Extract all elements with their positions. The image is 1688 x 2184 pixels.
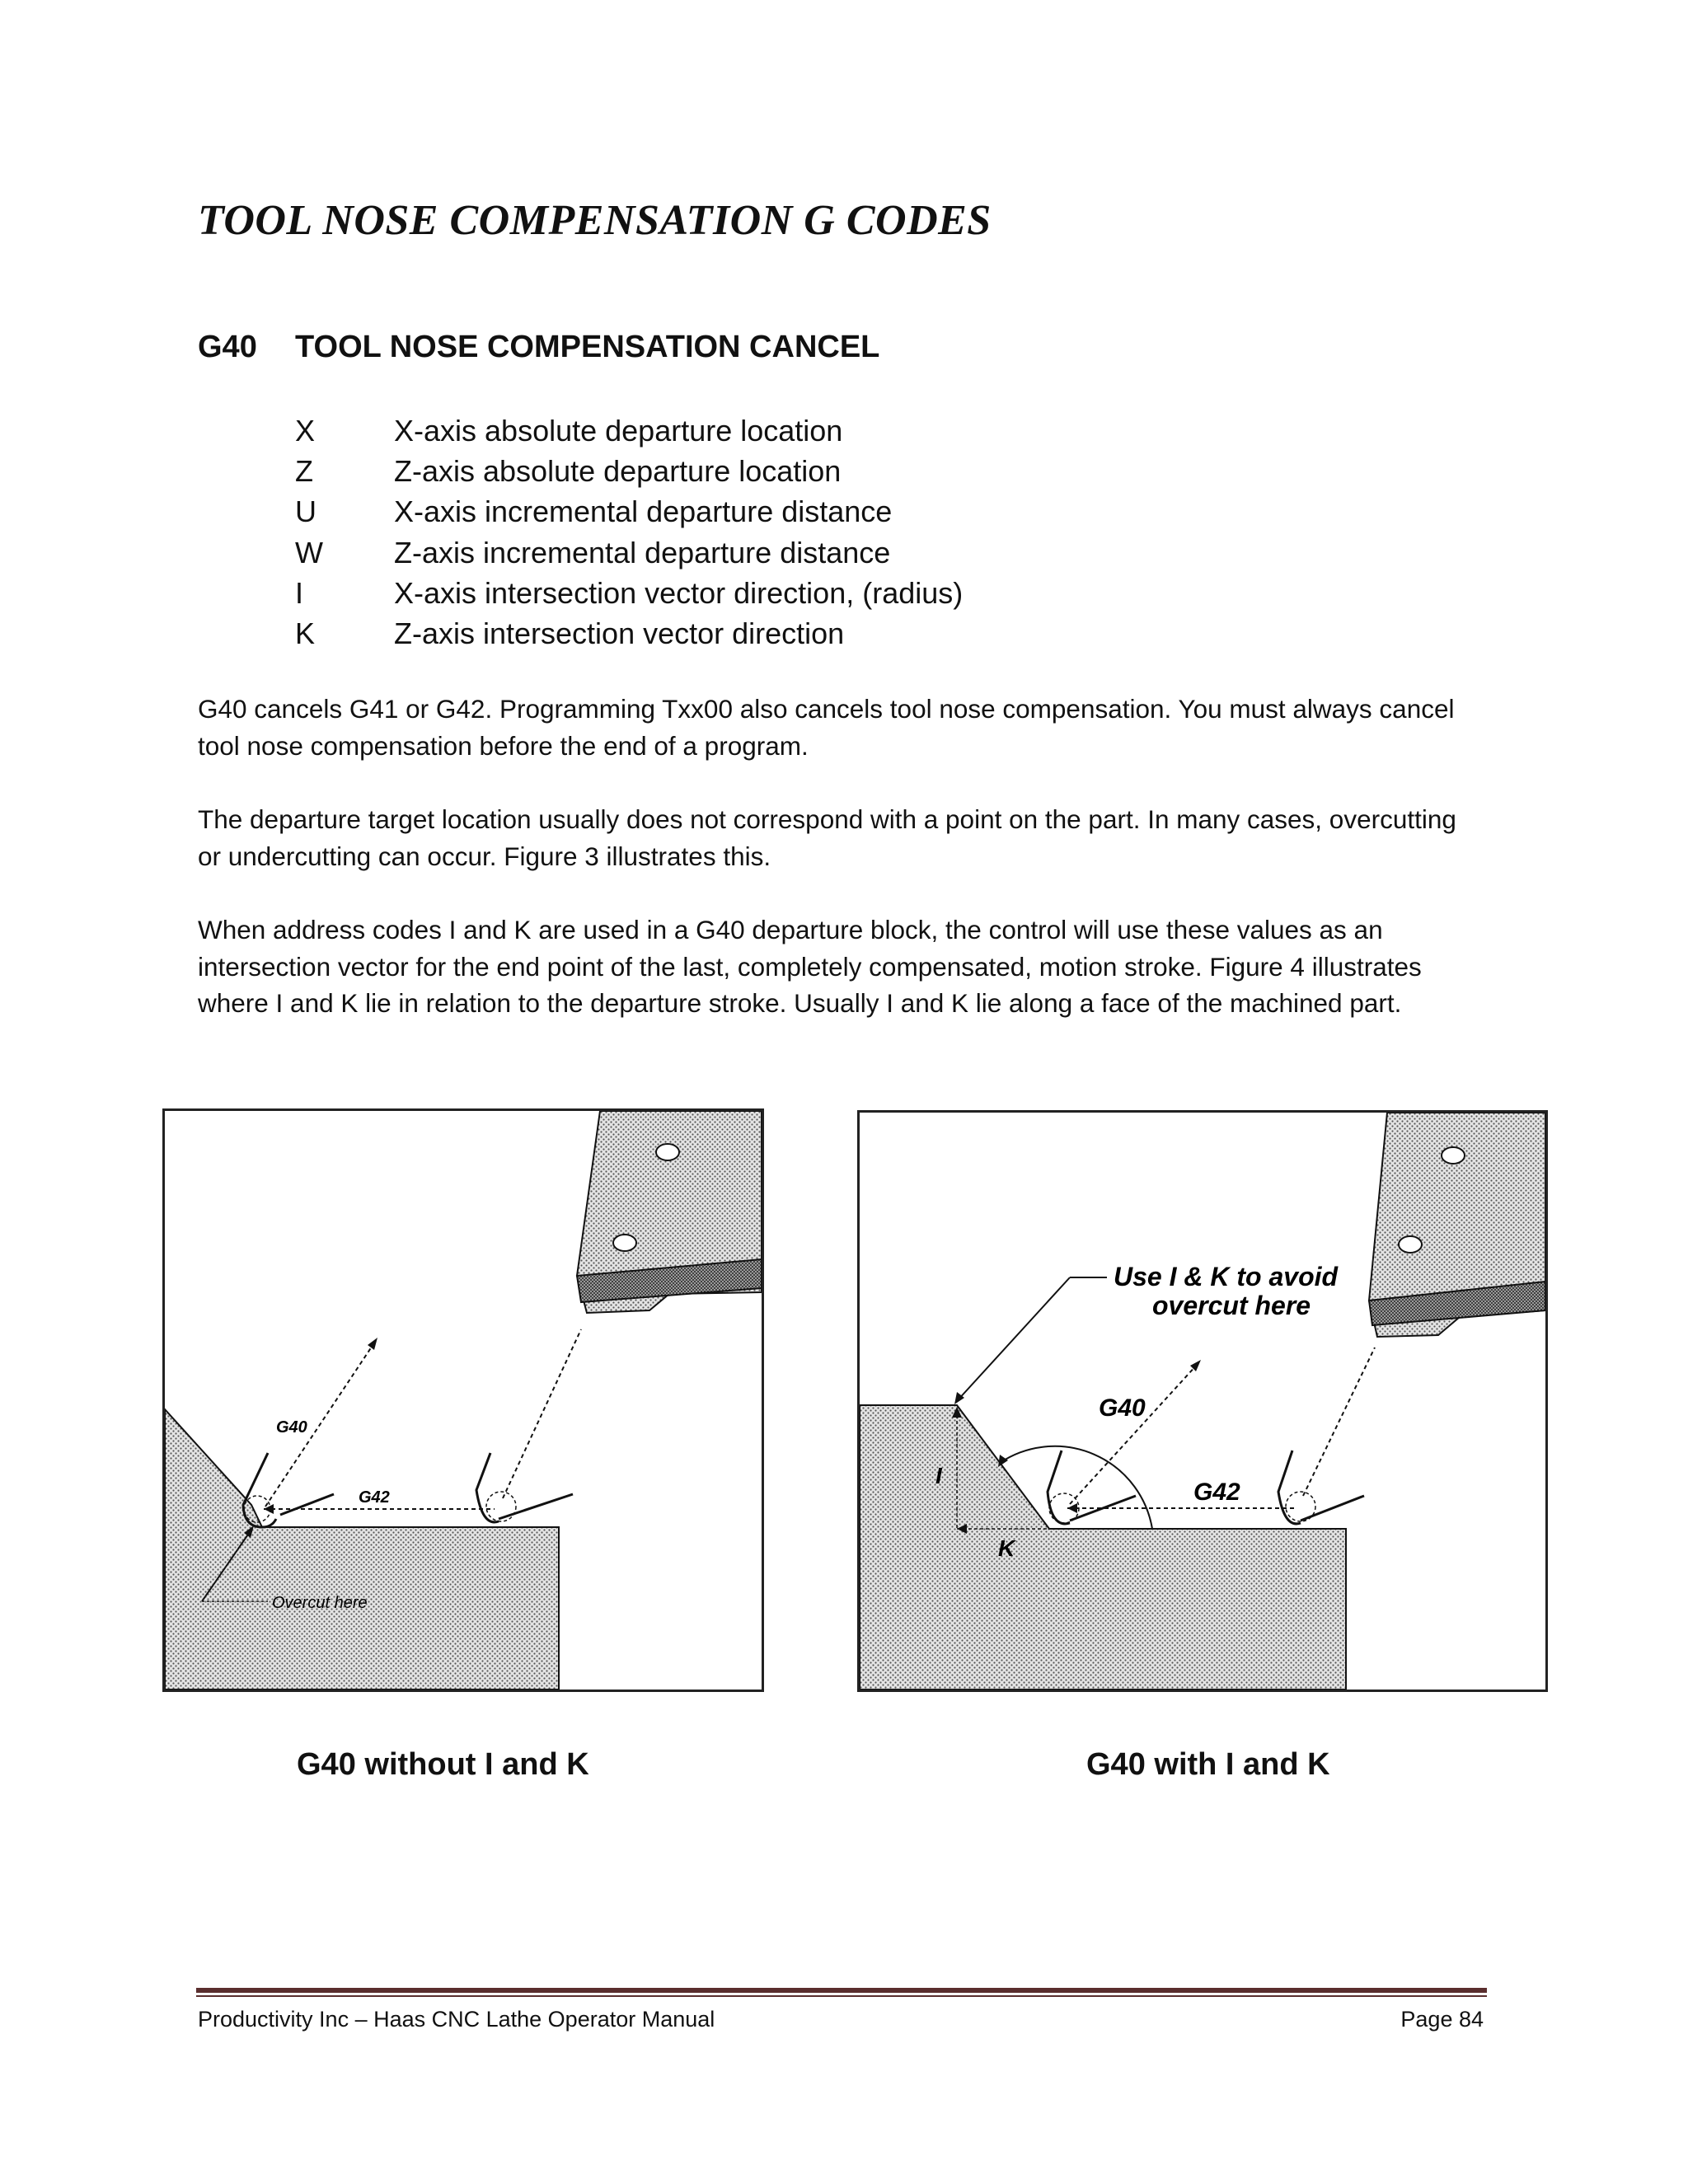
label-g40: G40 xyxy=(1099,1394,1146,1422)
parameter-list xyxy=(295,410,963,654)
param-row xyxy=(295,491,963,532)
paragraph-departure-target: The departure target location usually does not correspond with a point on the part. In many cases, overcutting or undercutting can occur. Figure 3 illustrates this. xyxy=(198,804,1456,871)
param-row xyxy=(295,410,963,451)
figure-g40-without-ik xyxy=(162,1108,764,1692)
param-letter: U xyxy=(295,494,316,529)
g40-departure-path xyxy=(1070,1364,1198,1504)
param-letter: W xyxy=(295,535,323,569)
caption-figure-with-ik: G40 with I and K xyxy=(1086,1747,1330,1782)
paragraph-i-k-vector: When address codes I and K are used in a G40 departure block, the control will use these values as an intersection vector for the end point of the last, completely compensated, motion stroke. Figure 4 illustrates where I and K lie in relation to the departure stroke. Usually I and K lie along a face of the machined part. xyxy=(198,915,1422,1018)
param-row xyxy=(295,613,963,654)
figure-g40-without-ik-drawing xyxy=(165,1111,762,1690)
label-g40: G40 xyxy=(276,1418,307,1436)
label-g42: G42 xyxy=(359,1488,390,1507)
param-letter: I xyxy=(295,575,304,610)
page-title: TOOL NOSE COMPENSATION G CODES xyxy=(198,197,992,244)
param-description: Z-axis incremental departure distance xyxy=(394,535,891,569)
section-heading xyxy=(198,330,879,365)
param-row xyxy=(295,532,963,573)
label-k: K xyxy=(998,1535,1015,1561)
param-row xyxy=(295,451,963,491)
holder-screw-icon xyxy=(656,1144,679,1160)
tool-tip-start xyxy=(1278,1451,1301,1524)
param-description: X-axis absolute departure location xyxy=(394,414,843,448)
label-overcut: Overcut here xyxy=(272,1594,368,1612)
section-title: TOOL NOSE COMPENSATION CANCEL xyxy=(295,330,880,364)
tool-tip-departure xyxy=(1048,1451,1070,1524)
annotation-line1: Use I & K to avoid xyxy=(1114,1262,1339,1291)
param-description: X-axis intersection vector direction, (radius) xyxy=(394,575,964,610)
param-letter: X xyxy=(295,414,316,448)
param-description: Z-axis intersection vector direction xyxy=(394,616,845,650)
param-letter: Z xyxy=(295,454,313,489)
param-letter: K xyxy=(295,616,316,650)
figure-g40-with-ik-drawing xyxy=(860,1113,1545,1690)
section-code: G40 xyxy=(198,330,257,364)
workpiece-part xyxy=(860,1405,1346,1690)
workpiece-part xyxy=(165,1409,559,1690)
caption-figure-without-ik: G40 without I and K xyxy=(297,1747,589,1782)
param-row xyxy=(295,573,963,613)
param-description: X-axis incremental departure distance xyxy=(394,494,893,529)
holder-screw-icon xyxy=(613,1235,636,1251)
holder-screw-icon xyxy=(1399,1236,1422,1253)
footer-publication: Productivity Inc – Haas CNC Lathe Operator Manual xyxy=(198,2007,715,2032)
annotation-line2: overcut here xyxy=(1152,1291,1311,1320)
param-description: Z-axis absolute departure location xyxy=(394,454,842,489)
footer-rule xyxy=(196,1988,1487,1998)
figure-g40-with-ik xyxy=(857,1110,1548,1692)
label-i: I xyxy=(935,1463,942,1488)
holder-screw-icon xyxy=(1442,1147,1465,1164)
annotation-leader xyxy=(957,1277,1070,1401)
footer-page-number: Page 84 xyxy=(1400,2007,1484,2032)
paragraph-g40-cancel: G40 cancels G41 or G42. Programming Txx00 also cancels tool nose compensation. You must always cancel tool nose compensation before the end of a program. xyxy=(198,694,1455,761)
label-g42: G42 xyxy=(1193,1479,1240,1506)
